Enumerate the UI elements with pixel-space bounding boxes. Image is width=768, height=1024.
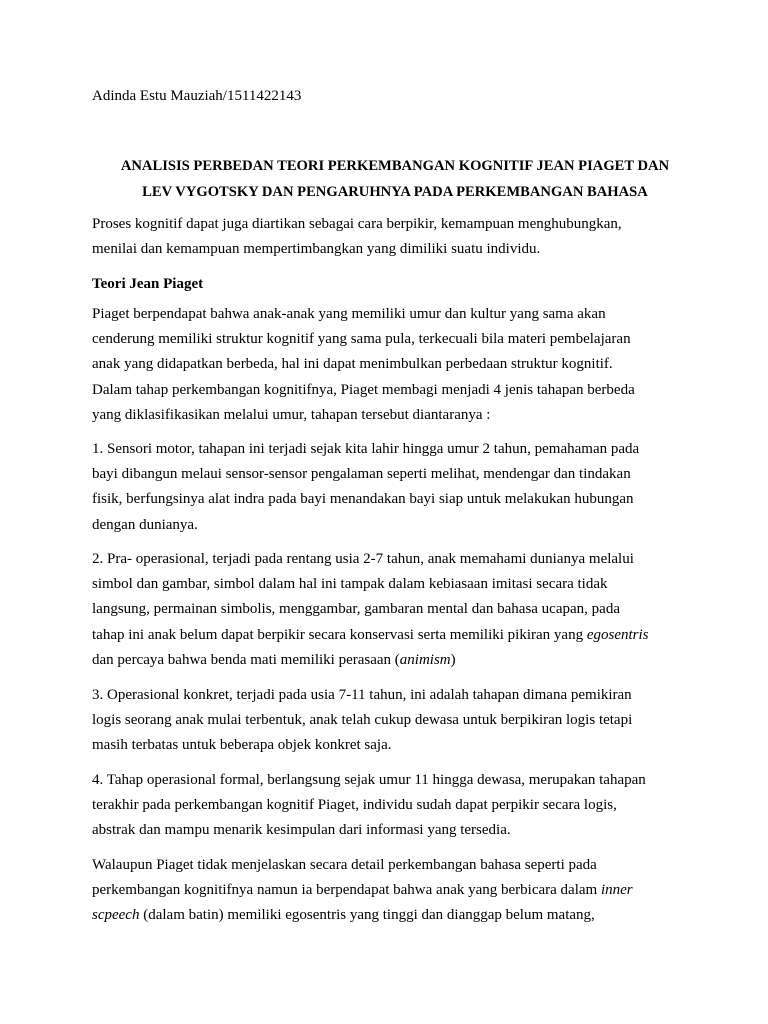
text-line: logis seorang anak mulai terbentuk, anak telah cukup dewasa untuk berpikiran logis tetapi [92,712,633,729]
text-line: yang diklasifikasikan melalui umur, tahapan tersebut diantaranya : [92,406,491,423]
text-line: fisik, berfungsinya alat indra pada bayi menandakan bayi siap untuk melakukan hubungan [92,491,634,508]
text-line [92,648,712,673]
text-line: terakhir pada perkembangan kognitif Piaget, individu sudah dapat perpikir secara logis, [92,797,617,814]
text-line: 4. Tahap operasional formal, berlangsung sejak umur 11 hingga dewasa, merupakan tahapan [92,772,646,788]
text-line [92,878,712,903]
text-run: (dalam batin) memiliki egosentris yang tinggi dan dianggap belum matang, [139,907,595,924]
title-line-2: LEV VYGOTSKY DAN PENGARUHNYA PADA PERKEMBANGAN BAHASA [142,184,648,200]
text-line: Piaget berpendapat bahwa anak-anak yang memiliki umur dan kultur yang sama akan [92,306,606,322]
text-line: Proses kognitif dapat juga diartikan sebagai cara berpikir, kemampuan menghubungkan, [92,216,622,232]
text-line: bayi dibangun melaui sensor-sensor pengalaman seperti melihat, mendengar dan tindakan [92,466,631,483]
text-line [92,623,712,648]
text-line: 1. Sensori motor, tahapan ini terjadi sejak kita lahir hingga umur 2 tahun, pemahaman pada [92,441,640,457]
text-line: cenderung memiliki struktur kognitif yang sama pula, terkecuali bila materi pembelajaran [92,331,631,348]
piaget-paragraph [92,302,712,428]
title-line-1: ANALISIS PERBEDAN TEORI PERKEMBANGAN KOGNITIF JEAN PIAGET DAN [120,158,670,174]
text-line: abstrak dan mampu menarik kesimpulan dari informasi yang tersedia. [92,822,511,839]
text-line: anak yang didapatkan berbeda, hal ini dapat menimbulkan perbedaan struktur kognitif. [92,356,613,373]
text-line: Walaupun Piaget tidak menjelaskan secara detail perkembangan bahasa seperti pada [92,857,597,873]
stage-2-paragraph [92,547,712,673]
text-line: dengan dunianya. [92,516,198,533]
italic-term: inner [600,882,633,899]
text-run: ) [450,651,456,668]
text-run: tahap ini anak belum dapat berpikir secara konservasi serta memiliki pikiran yang [92,626,587,643]
italic-term: scpeech [92,907,140,924]
text-line: langsung, permainan simbolis, menggambar, gambaran mental dan bahasa ucapan, pada [92,601,620,618]
text-line: Dalam tahap perkembangan kognitifnya, Piaget membagi menjadi 4 jenis tahapan berbeda [92,381,635,398]
text-line [92,903,712,928]
section-heading: Teori Jean Piaget [92,276,204,292]
italic-term: egosentris [586,626,649,643]
text-line: masih terbatas untuk beberapa objek konkret saja. [92,737,392,754]
stage-4-paragraph [92,768,712,844]
stage-3-paragraph [92,683,712,759]
text-line: 3. Operasional konkret, terjadi pada usia 7-11 tahun, ini adalah tahapan dimana pemikiran [92,687,632,703]
text-run: perkembangan kognitifnya namun ia berpendapat bahwa anak yang berbicara dalam [92,882,601,899]
text-line: simbol dan gambar, simbol dalam hal ini tampak dalam kebiasaan imitasi secara tidak [92,576,608,593]
stage-1-paragraph [92,437,712,538]
text-line: 2. Pra- operasional, terjadi pada rentang usia 2-7 tahun, anak memahami dunianya melalui [92,551,634,567]
closing-paragraph [92,853,712,929]
intro-paragraph [92,212,712,262]
text-run: dan percaya bahwa benda mati memiliki perasaan ( [92,651,400,668]
italic-term: animism [399,651,451,668]
document-title [70,153,720,205]
text-line: menilai dan kemampuan mempertimbangkan yang dimiliki suatu individu. [92,241,541,258]
author-line: Adinda Estu Mauziah/1511422143 [92,88,302,104]
